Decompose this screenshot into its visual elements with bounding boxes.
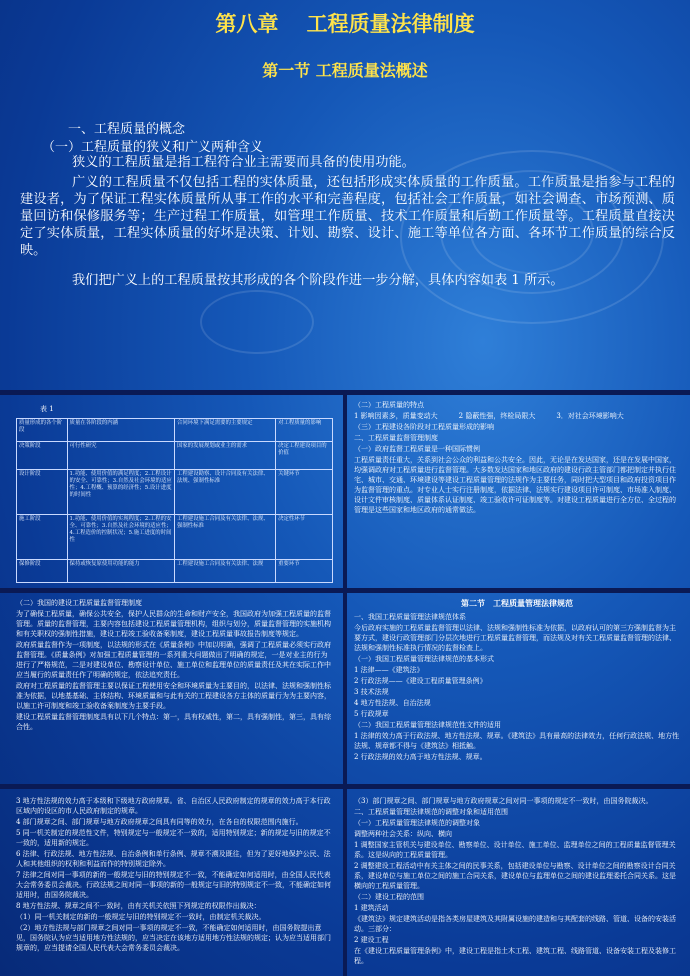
thumbnail-law-hierarchy [16,796,334,974]
text-line: 3 技术法规 [354,688,389,696]
text-line: 《建筑法》规定建筑活动是指各类房屋建筑及其附属设施的建造和与其配套的线路、管道、设备的安装活动。三部分： [354,915,676,933]
table-row [17,442,333,470]
table-cell: 保持或恢复原使用功能的能力 [67,559,174,582]
subheading-concept: 一、工程质量的概念 [68,122,186,137]
section-title: 第一节 工程质量法概述 [262,61,428,80]
text-line: （二）工程质量的特点 [354,401,424,409]
text-line: 调整两种社会关系：纵向、横向 [354,830,452,838]
paragraph-broad: 广义的工程质量不仅包括工程的实体质量，还包括形成实体质量的工作质量。工作质量是指参与工程的建设者，为了保证工程实体质量所从事工作的水平和完善程度，包括社会工作质量，如社会调查、市场预测、质量回访和保修服务等；生产过程工作质量，如管理工作质量、技术工作质量和后勤工作质量等。工程质量直接决定了实体质量，工程实体质量的好坏是决策、计划、勘察、设计、施工等单位各方面、各环节工作质量的综合反映。 [20,175,675,258]
text-line: 一、我国工程质量管理法律规范体系 [354,613,466,621]
table-cell: 保修阶段 [17,559,68,582]
table-cell: 工程建设施工合同及有关法律、法规 [174,559,275,582]
chapter-title: 第八章 工程质量法律制度 [215,11,475,36]
subheading-meaning: （一）工程质量的狭义和广义两种含义 [42,140,264,155]
table-cell: 质量形成的各个阶段 [17,419,68,442]
text-line: （一）工程质量管理法律规范的调整对象 [354,819,480,827]
text-line: 2 建设工程 [354,936,389,944]
text-line: 二、工程质量监督管理制度 [354,434,438,442]
text-line: 二、工程质量管理法律规范的调整对象和适用范围 [354,808,508,816]
table-row [17,470,333,515]
table-cell: 质量在各阶段的内涵 [67,419,174,442]
text-line: 建设工程质量监督管理制度具有以下几个特点：第一，具有权威性，第二，具有强制性，第三，具有综合性。 [16,713,331,731]
text-line: 1 建筑活动 [354,904,389,912]
text-line: （一）我国工程质量管理法律规范的基本形式 [354,655,494,663]
table-cell: 重要环节 [276,559,333,582]
text-line: 2 调整建设工程活动中有关主体之间的民事关系，包括建设单位与勘察、设计单位之间的勘察设计合同关系，建设单位与施工单位之间的施工合同关系，建设单位与监理单位之间的建设监理委托合同关系。这是横向的工程质量管理。 [354,862,676,890]
paragraph-narrow: 狭义的工程质量是指工程符合业主需要而具备的使用功能。 [72,155,415,170]
text-line: 4 地方性法规、自治法规 [354,699,431,707]
text-line: （二）我国的建设工程质量监督管理制度 [16,599,142,607]
text-line: （二）我国工程质量管理法律规范性文件的适用 [354,721,501,729]
text-line: 1 影响因素多，质量变动大 2 隐蔽性强，终检局限大 3．对社会环境影响大 [354,412,624,420]
thumbnail-divider [343,390,347,976]
table-cell: 工程建设勘察、设计合同及有关法律、法规、强制性标准 [174,470,275,515]
quality-stage-table [16,418,333,583]
text-line: （三）工程建设各阶段对工程质量形成的影响 [354,423,494,431]
text-line: 1 法律的效力高于行政法规、地方性法规、规章。《建筑法》具有最高的法律效力，任何行政法规、地方性法规、规章都不得与《建筑法》相抵触。 [354,732,680,750]
panel-title: 第二节 工程质量管理法律规范 [461,598,573,608]
table-cell: 对工程质量的影响 [276,419,333,442]
thumbnail-quality-features [354,400,680,584]
text-line: （3）部门规章之间、部门规章与地方政府规章之间对同一事项的规定不一致时，由国务院裁决。 [354,797,653,805]
table-row [17,514,333,559]
text-line: （1）同一机关制定的新的一般规定与旧的特别规定不一致时，由制定机关裁决。 [16,913,266,921]
table-cell: 1.功能、使用价值的满足程度；2.工程设计的安全、可靠性；3.自然及社会环境的适应性；4.工程概、预算的经济性；5.设计进度的时间性 [67,470,174,515]
text-line: 8 地方性法规、规章之间不一致时，由有关机关依照下列规定的权限作出裁决： [16,902,261,910]
table-cell: 决定工程建设项目的价值 [276,442,333,470]
table-cell: 设计阶段 [17,470,68,515]
table-cell: 工程建设施工合同及有关法律、法规、强制性标准 [174,514,275,559]
text-line: 6 法律、行政法规、地方性法规、自治条例和单行条例、规章不溯及既往，但为了更好地保护公民、法人和其他组织的权利和利益而作的特别规定除外。 [16,850,331,868]
text-line: 2 行政法规——《建设工程质量管理条例》 [354,677,487,685]
text-line: 为了确保工程质量，确保公共安全，保护人民群众的生命和财产安全，我国政府为加强工程质量的监督管理。质量的监督管理，主要内容包括建设工程质量管理机构，组织与划分，质量监督管理的实施机构和有关职权的强制性措施，建设工程竣工验收备案制度，建设工程质量事故报告制度等规定。 [16,610,331,638]
thumbnail-supervision-system [16,598,334,782]
text-line: 在《建设工程质量管理条例》中，建设工程是指土木工程、建筑工程、线路管道、设备安装工程及装修工程。 [354,947,676,965]
table-cell: 决定性环节 [276,514,333,559]
text-line: （2）地方性法规与部门规章之间对同一事项的规定不一致，不能确定如何适用时，由国务院提出意见，国务院认为应当适用地方性法规的，应当决定在该地方适用地方性法规的规定；认为应当适用部门规章的，应当提请全国人民代表大会常务委员会裁决。 [16,924,331,952]
table-row [17,559,333,582]
text-line: 5 行政规章 [354,710,389,718]
table-cell: 决策阶段 [17,442,68,470]
table-row [17,419,333,442]
table-cell: 可行性研究 [67,442,174,470]
text-line: 政府质量监督作为一项制度，以法规的形式在《质量条例》中加以明确，强调了工程质量必须实行政府监督管理。《质量条例》对加强工程质量管理的一系列重大问题做出了明确的规定，一是对业主的行为进行了严格规范，二是对建设单位、勘察设计单位、施工单位和监理单位的质量责任及其在实际工作中应当履行的质量责任作了明确的规定，依法追究责任。 [16,641,331,679]
text-line: 5 同一机关制定的规范性文件，特别规定与一般规定不一致的，适用特别规定；新的规定与旧的规定不一致的，适用新的规定。 [16,829,331,847]
main-slide [0,0,690,392]
table-cell: 国家的发展规划或业主的需求 [174,442,275,470]
text-line: 政府对工程质量的监督管理主要以保证工程使用安全和环境质量为主要目的，以法律、法规和强制性标准为依据，以地基基础、主体结构、环境质量和与此有关的工程建设各方主体的质量行为为主要内容，以施工许可制度和竣工验收备案制度为主要手段。 [16,682,331,710]
table-cell: 关键环节 [276,470,333,515]
table-cell: 施工阶段 [17,514,68,559]
paragraph-table-intro: 我们把广义上的工程质量按其形成的各个阶段作进一步分解，具体内容如表 1 所示。 [72,273,564,288]
text-line: 工程质量责任重大，关系到社会公众的利益和公共安全。因此，无论是在发达国家，还是在发展中国家，均强调政府对工程质量进行监督管理。大多数发达国家和地区政府的建设行政主管部门都把制定并执行住宅、城市、交通、环境建设等建设工程质量管理的法规作为主要任务，同时把大型项目和政府投资项目作为监督管理的重点。对专业人士实行注册制度，依据法律、法规实行建设项目许可制度、市场准入制度、设计文件审核制度、质量体系认证制度、竣工验收许可证制度等。对建设工程质量进行全方位、全过程的管理是这些国家和地区政府的通常做法。 [354,456,676,514]
text-line: （一）政府监督工程质量是一种国际惯例 [354,445,480,453]
thumbnail-scope [354,796,680,974]
text-line: 7 法律之间对同一事项的新的一般规定与旧的特别规定不一致，不能确定如何适用时，由全国人民代表大会常务委员会裁决。行政法规之间对同一事项的新的一般规定与旧的特别规定不一致，不能确定如何适用时，由国务院裁决。 [16,871,331,899]
text-line: 3 地方性法规的效力高于本级和下级地方政府规章。省、自治区人民政府制定的规章的效力高于本行政区域内的设区的市人民政府制定的规章。 [16,797,331,815]
table-caption: 表 1 [40,405,54,413]
table-cell: 1.功能、使用价值的实现程度；2.工程的安全、可靠性；3.自然及社会环境的适应性；4.工程造价的控制状况；5.施工进度的时间性 [67,514,174,559]
text-line: 今后政府实施的工程质量监督管理以法律、法规和强制性标准为依据，以政府认可的第三方强制监督为主要方式，建设行政管理部门分层次地进行工程质量监督管理，而法规及对有关工程质量监督管理的法律、法规和强制性标准执行情况的监督检查上。 [354,624,676,652]
text-line: 4 部门规章之间、部门规章与地方政府规章之间具有同等的效力，在各自的权限范围内施行。 [16,818,303,826]
text-line: 1 调整国家主管机关与建设单位、勘察单位、设计单位、施工单位、监理单位之间的工程质量监督管理关系。这是纵向的工程质量管理。 [354,841,676,859]
thumbnail-legal-norms [354,598,680,782]
table-cell: 合同环境下满足需要的主要规定 [174,419,275,442]
text-line: 2 行政法规的效力高于地方性法规、规章。 [354,753,487,761]
text-line: （二）建设工程的范围 [354,893,424,901]
text-line: 1 法律——《建筑法》 [354,666,424,674]
